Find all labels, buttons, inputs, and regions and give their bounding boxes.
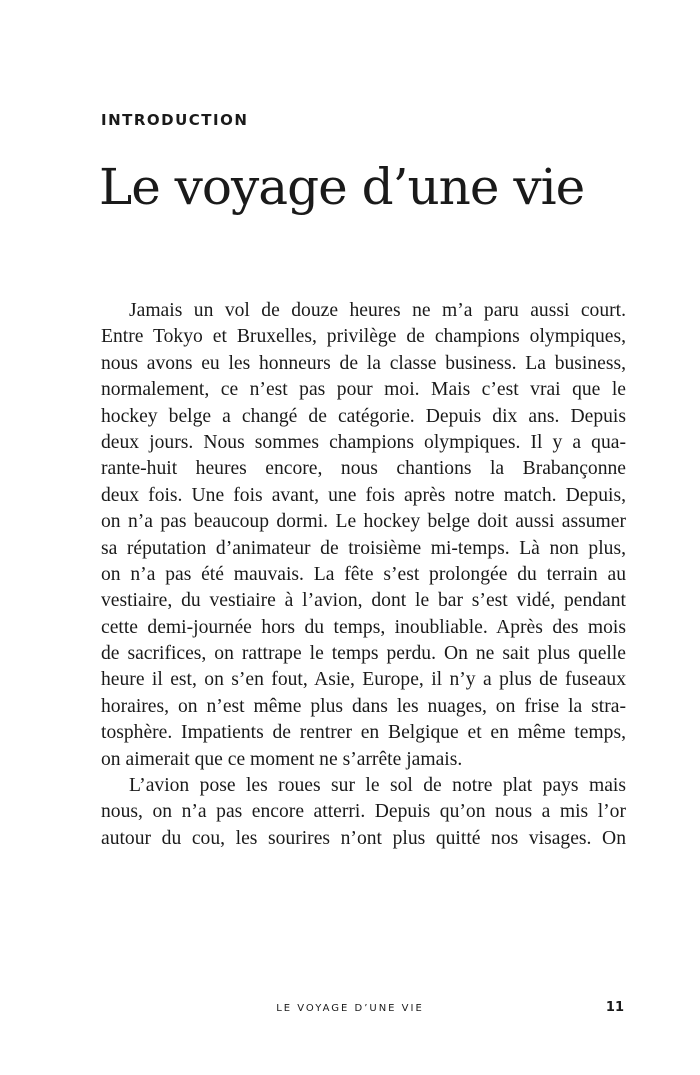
text-line: nous avons eu les honneurs de la classe business. La business, [101, 352, 626, 374]
page-number: 11 [605, 1000, 624, 1015]
text-line: on n’a pas beaucoup dormi. Le hockey belge doit aussi assumer [101, 511, 626, 533]
text-line: rante-huit heures encore, nous chantions la Brabançonne [101, 458, 626, 480]
text-line: normalement, ce n’est pas pour moi. Mais c’est vrai que le [101, 379, 626, 401]
text-line: Entre Tokyo et Bruxelles, privilège de champions olympiques, [101, 326, 626, 348]
text-line: horaires, on n’est même plus dans les nuages, on frise la stra- [101, 695, 626, 717]
paragraph [101, 298, 626, 773]
text-line: vestiaire, du vestiaire à l’avion, dont le bar s’est vidé, pendant [101, 590, 626, 612]
text-line: heure il est, on s’en fout, Asie, Europe, il n’y a plus de fuseaux [101, 669, 626, 691]
text-line: tosphère. Impatients de rentrer en Belgique et en même temps, [101, 722, 626, 744]
text-line: Jamais un vol de douze heures ne m’a paru aussi court. [129, 300, 626, 321]
text-line: hockey belge a changé de catégorie. Depuis dix ans. Depuis [101, 405, 626, 427]
paragraph [101, 773, 626, 852]
text-line: sa réputation d’animateur de troisième mi-temps. Là non plus, [101, 537, 626, 559]
text-line: nous, on n’a pas encore atterri. Depuis qu’on nous a mis l’or [101, 801, 626, 823]
chapter-title: Le voyage d’une vie [99, 158, 585, 216]
running-head: LE VOYAGE D’UNE VIE [276, 1003, 424, 1014]
text-line: de sacrifices, on rattrape le temps perdu. On ne sait plus quelle [101, 643, 626, 665]
text-line: on aimerait que ce moment ne s’arrête jamais. [101, 748, 463, 770]
text-line: cette demi-journée hors du temps, inoubliable. Après des mois [101, 616, 626, 638]
text-line: on n’a pas été mauvais. La fête s’est prolongée du terrain au [101, 563, 626, 585]
text-line: L’avion pose les roues sur le sol de notre plat pays mais [129, 775, 626, 797]
text-line: autour du cou, les sourires n’ont plus quitté nos visages. On [101, 827, 626, 849]
text-line: deux jours. Nous sommes champions olympiques. Il y a qua- [101, 431, 626, 453]
text-line: deux fois. Une fois avant, une fois après notre match. Depuis, [101, 484, 626, 506]
section-label: INTRODUCTION [101, 111, 249, 129]
body-text [101, 298, 626, 852]
